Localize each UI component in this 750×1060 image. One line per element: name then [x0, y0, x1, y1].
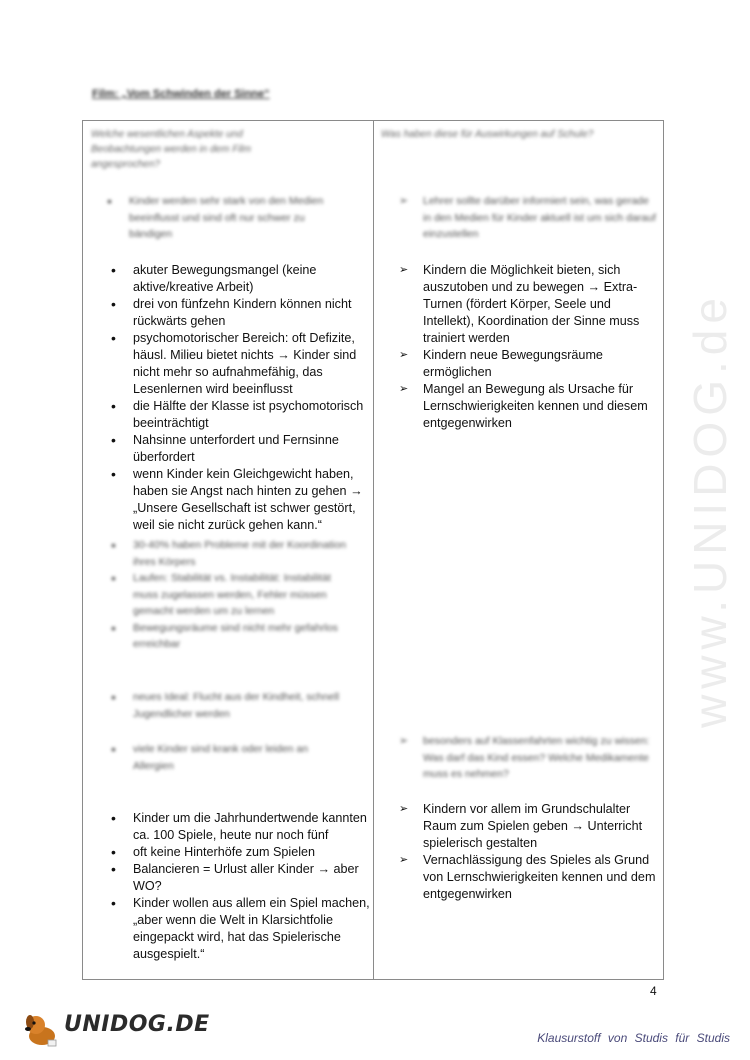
block3-left-b: [109, 689, 349, 722]
block1-right: [399, 193, 659, 243]
list-item: ➢ Mangel an Bewegung als Ursache für Lernschwierigkeiten kennen und diesem entgegenwirken: [399, 381, 661, 432]
list-item: • 30-40% haben Probleme mit der Koordination ihres Körpers: [109, 537, 349, 570]
block1-left: [105, 193, 345, 243]
logo-text: UNIDOG.DE: [64, 1012, 210, 1037]
list-item: ➢ Lehrer sollte darüber informiert sein, was gerade in den Medien für Kinder aktuell ist um sich darauf einzustellen: [399, 193, 659, 243]
footer-slogan: Klausurstoff von Studis für Studis: [537, 1031, 730, 1045]
list-item: • drei von fünfzehn Kindern können nicht rückwärts gehen: [109, 296, 371, 330]
list-item: • Balancieren = Urlust aller Kinder → aber WO?: [109, 861, 371, 895]
list-item: • Kinder wollen aus allem ein Spiel machen, „aber wenn die Welt in Klarsichtfolie eingepackt wird, hat das Spielerische ausgespielt.“: [109, 895, 371, 963]
block4-left: [109, 810, 371, 963]
header-left: Welche wesentlichen Aspekte und Beobachtungen werden in dem Film angesprochen?: [91, 129, 252, 170]
header-right: Was haben diese für Auswirkungen auf Schule?: [381, 129, 594, 140]
list-item: ➢ besonders auf Klassenfahrten wichtig zu wissen: Was darf das Kind essen? Welche Medikamente muss es nehmen?: [399, 733, 663, 783]
list-item: • Kinder um die Jahrhundertwende kannten ca. 100 Spiele, heute nur noch fünf: [109, 810, 371, 844]
list-item: • psychomotorischer Bereich: oft Defizite, häusl. Milieu bietet nichts → Kinder sind nicht mehr so aufnahmefähig, das Lesenlernen wird beeinflusst: [109, 330, 371, 398]
column-divider: [373, 121, 374, 979]
dog-icon: [22, 1010, 64, 1050]
block3-left-a: [109, 537, 349, 653]
block2-right: [399, 262, 661, 432]
list-item: • neues Ideal: Flucht aus der Kindheit, schnell Jugendlicher werden: [109, 689, 349, 722]
list-item: • viele Kinder sind krank oder leiden an Allergien: [109, 741, 349, 774]
list-item: ➢ Vernachlässigung des Spieles als Grund von Lernschwierigkeiten kennen und dem entgegenwirken: [399, 852, 661, 903]
list-item: • wenn Kinder kein Gleichgewicht haben, haben sie Angst nach hinten zu gehen → „Unsere Gesellschaft ist schwer gestört, weil sie nicht zurück gehen kann.“: [109, 466, 371, 534]
list-item: • Laufen: Stabilität vs. Instabilität: Instabilität muss zugelassen werden, Fehler müssen gemacht werden um zu lernen: [109, 570, 349, 620]
block2-left: [109, 262, 371, 534]
list-item: • die Hälfte der Klasse ist psychomotorisch beeinträchtigt: [109, 398, 371, 432]
document-title: Film: „Vom Schwinden der Sinne“: [92, 88, 270, 100]
list-item: • akuter Bewegungsmangel (keine aktive/kreative Arbeit): [109, 262, 371, 296]
list-item: ➢ Kindern vor allem im Grundschulalter Raum zum Spielen geben → Unterricht spielerisch gestalten: [399, 801, 661, 852]
list-item: • Nahsinne unterfordert und Fernsinne überfordert: [109, 432, 371, 466]
block4-right: [399, 801, 661, 903]
list-item: • Bewegungsräume sind nicht mehr gefahrlos erreichbar: [109, 620, 349, 653]
block3-right: [399, 733, 663, 783]
list-item: • oft keine Hinterhöfe zum Spielen: [109, 844, 371, 861]
list-item: ➢ Kindern die Möglichkeit bieten, sich auszutoben und zu bewegen → Extra-Turnen (fördert Körper, Seele und Intellekt), Koordination der Sinne muss trainiert werden: [399, 262, 661, 347]
list-item: ➢ Kindern neue Bewegungsräume ermöglichen: [399, 347, 661, 381]
block3-left-c: [109, 741, 349, 774]
unidog-logo: [22, 1010, 210, 1050]
list-item: • Kinder werden sehr stark von den Medien beeinflusst und sind oft nur schwer zu bändigen: [105, 193, 345, 243]
content-table: [82, 120, 664, 980]
watermark: www.UNIDOG.de: [684, 292, 736, 728]
page-number: 4: [650, 984, 657, 998]
